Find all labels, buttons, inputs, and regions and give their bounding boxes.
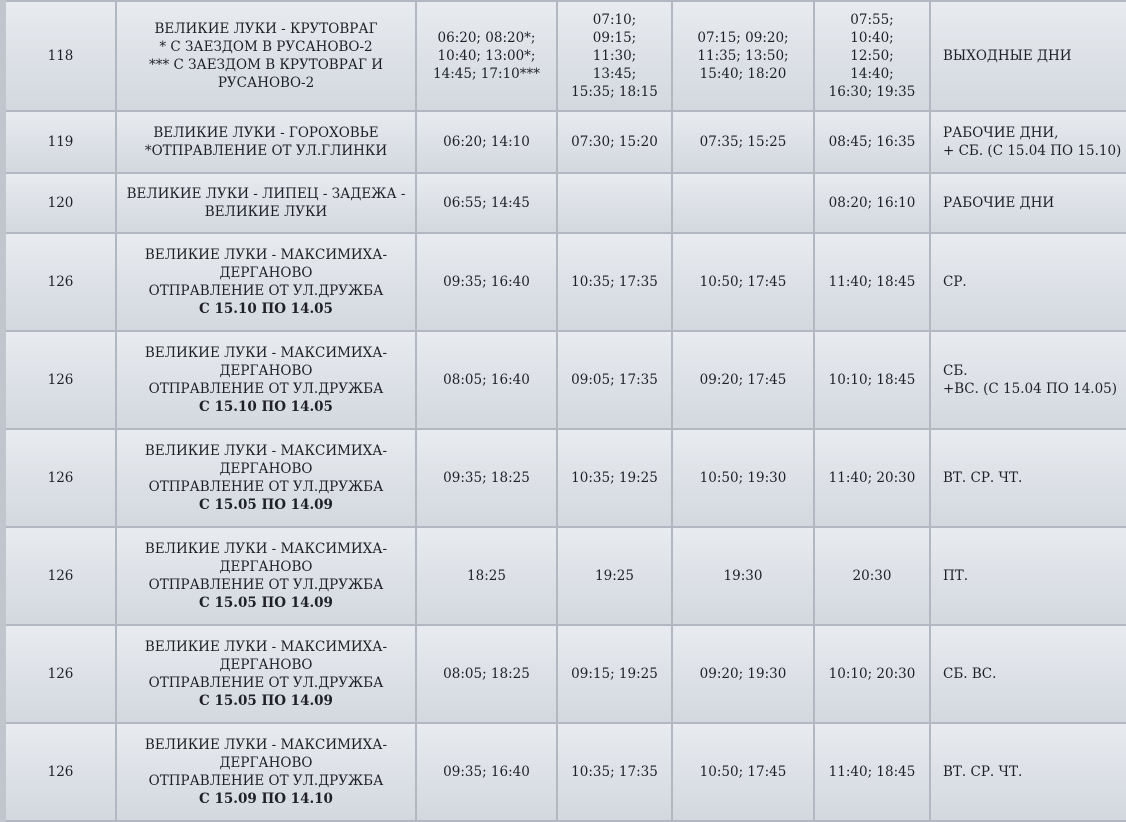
- departure-time-line: 07:35; 15:25: [699, 134, 787, 150]
- departure-times-cell-t4: [814, 331, 930, 429]
- departure-times-cell-t2: [557, 331, 672, 429]
- departure-time-line: 15:40; 18:20: [699, 66, 787, 82]
- departure-times-cell-t3: [672, 429, 814, 527]
- route-name-line: ВЕЛИКИЕ ЛУКИ - МАКСИМИХА-: [144, 443, 388, 459]
- departure-time-line: 08:05; 16:40: [443, 372, 530, 388]
- route-name-cell: [116, 111, 416, 173]
- departure-time-line: 11:30;: [592, 48, 637, 64]
- departure-time-line: 10:10; 18:45: [828, 372, 916, 388]
- route-number-cell: 126: [3, 527, 116, 625]
- departure-times-cell-t3: [672, 527, 814, 625]
- operating-days-line: ВТ. СР. ЧТ.: [943, 764, 1023, 780]
- departure-times-cell-t1: [416, 233, 557, 331]
- route-period: С 15.09 ПО 14.10: [199, 791, 333, 807]
- route-name-cell: [116, 429, 416, 527]
- route-name-line: ОТПРАВЛЕНИЕ ОТ УЛ.ДРУЖБА: [148, 675, 384, 691]
- route-name-line: ВЕЛИКИЕ ЛУКИ - МАКСИМИХА-: [144, 345, 388, 361]
- departure-times-cell-t2: [557, 429, 672, 527]
- route-name-line: ОТПРАВЛЕНИЕ ОТ УЛ.ДРУЖБА: [148, 381, 384, 397]
- departure-time-line: 10:40;: [850, 30, 894, 46]
- route-name-line: *ОТПРАВЛЕНИЕ ОТ УЛ.ГЛИНКИ: [144, 143, 388, 159]
- departure-times-cell-t1: [416, 331, 557, 429]
- route-period: С 15.05 ПО 14.09: [199, 595, 333, 611]
- departure-times-cell-t4: [814, 233, 930, 331]
- departure-times-cell-t3: [672, 331, 814, 429]
- departure-time-line: 09:20; 19:30: [699, 666, 787, 682]
- route-name-line: ВЕЛИКИЕ ЛУКИ - МАКСИМИХА-: [144, 541, 388, 557]
- operating-days-cell: [930, 111, 1126, 173]
- operating-days-cell: [930, 173, 1126, 233]
- departure-time-line: 09:15;: [592, 30, 637, 46]
- departure-times-cell-t3: [672, 625, 814, 723]
- route-name-line: ОТПРАВЛЕНИЕ ОТ УЛ.ДРУЖБА: [148, 283, 384, 299]
- route-name-line: ВЕЛИКИЕ ЛУКИ - ЛИПЕЦ - ЗАДЕЖА -: [126, 186, 406, 202]
- route-name-line: ДЕРГАНОВО: [219, 657, 313, 673]
- route-name-cell: [116, 625, 416, 723]
- departure-time-line: 13:45;: [592, 66, 637, 82]
- route-name-line: ВЕЛИКИЕ ЛУКИ - МАКСИМИХА-: [144, 737, 388, 753]
- route-name-line: ОТПРАВЛЕНИЕ ОТ УЛ.ДРУЖБА: [148, 577, 384, 593]
- operating-days-line: СР.: [943, 274, 967, 290]
- departure-time-line: 20:30: [852, 568, 892, 584]
- departure-times-cell-t2: [557, 723, 672, 821]
- departure-time-line: 10:50; 19:30: [699, 470, 787, 486]
- departure-time-line: 09:05; 17:35: [571, 372, 658, 388]
- departure-time-line: 09:35; 16:40: [443, 274, 530, 290]
- departure-time-line: 15:35; 18:15: [571, 84, 658, 100]
- route-name-line: * С ЗАЕЗДОМ В РУСАНОВО-2: [159, 39, 373, 55]
- departure-time-line: 10:35; 17:35: [571, 274, 658, 290]
- table-row: [3, 625, 1126, 723]
- departure-times-cell-t1: [416, 429, 557, 527]
- operating-days-cell: [930, 527, 1126, 625]
- route-number-cell: 120: [3, 173, 116, 233]
- departure-time-line: 10:40; 13:00*;: [437, 48, 536, 64]
- departure-times-cell-t1: [416, 625, 557, 723]
- route-number-cell: 119: [3, 111, 116, 173]
- departure-time-line: 08:05; 18:25: [443, 666, 530, 682]
- route-name-line: *** С ЗАЕЗДОМ В КРУТОВРАГ И: [148, 57, 384, 73]
- route-period: С 15.05 ПО 14.09: [199, 497, 333, 513]
- route-name-line: ВЕЛИКИЕ ЛУКИ - ГОРОХОВЬЕ: [153, 125, 379, 141]
- departure-times-cell-t3: [672, 723, 814, 821]
- operating-days-line: + СБ. (С 15.04 ПО 15.10): [943, 143, 1122, 159]
- departure-times-cell-t3: [672, 173, 814, 233]
- departure-time-line: 12:50;: [850, 48, 894, 64]
- departure-time-line: 07:15; 09:20;: [697, 30, 789, 46]
- departure-time-line: 08:20; 16:10: [828, 195, 916, 211]
- operating-days-line: ВТ. СР. ЧТ.: [943, 470, 1023, 486]
- departure-times-cell-t4: [814, 723, 930, 821]
- operating-days-line: +ВС. (С 15.04 ПО 14.05): [943, 381, 1118, 397]
- route-number-cell: 126: [3, 723, 116, 821]
- departure-time-line: 10:35; 19:25: [571, 470, 658, 486]
- departure-time-line: 09:35; 16:40: [443, 764, 530, 780]
- departure-times-cell-t4: [814, 1, 930, 111]
- route-name-cell: [116, 331, 416, 429]
- departure-time-line: 09:15; 19:25: [571, 666, 658, 682]
- table-row: [3, 527, 1126, 625]
- route-name-line: ДЕРГАНОВО: [219, 265, 313, 281]
- departure-time-line: 11:40; 20:30: [828, 470, 916, 486]
- operating-days-line: СБ. ВС.: [943, 666, 997, 682]
- route-name-line: ОТПРАВЛЕНИЕ ОТ УЛ.ДРУЖБА: [148, 479, 384, 495]
- route-name-line: ДЕРГАНОВО: [219, 559, 313, 575]
- departure-time-line: 06:20; 14:10: [443, 134, 530, 150]
- route-name-cell: [116, 173, 416, 233]
- departure-times-cell-t2: [557, 1, 672, 111]
- departure-times-cell-t3: [672, 1, 814, 111]
- departure-times-cell-t4: [814, 625, 930, 723]
- route-number-cell: 118: [3, 1, 116, 111]
- departure-time-line: 11:40; 18:45: [828, 764, 916, 780]
- departure-times-cell-t1: [416, 173, 557, 233]
- departure-time-line: 14:40;: [850, 66, 894, 82]
- route-name-line: ВЕЛИКИЕ ЛУКИ - МАКСИМИХА-: [144, 639, 388, 655]
- operating-days-line: РАБОЧИЕ ДНИ,: [943, 125, 1059, 141]
- route-name-line: ДЕРГАНОВО: [219, 755, 313, 771]
- departure-times-cell-t4: [814, 527, 930, 625]
- departure-times-cell-t2: [557, 111, 672, 173]
- departure-times-cell-t2: [557, 173, 672, 233]
- departure-times-cell-t1: [416, 527, 557, 625]
- operating-days-cell: [930, 723, 1126, 821]
- departure-time-line: 10:50; 17:45: [699, 274, 787, 290]
- departure-time-line: 06:20; 08:20*;: [437, 30, 536, 46]
- route-name-line: ДЕРГАНОВО: [219, 461, 313, 477]
- departure-time-line: 09:20; 17:45: [699, 372, 787, 388]
- route-name-cell: [116, 527, 416, 625]
- operating-days-line: ВЫХОДНЫЕ ДНИ: [943, 48, 1072, 64]
- table-row: [3, 173, 1126, 233]
- table-row: [3, 331, 1126, 429]
- departure-time-line: 09:35; 18:25: [443, 470, 530, 486]
- operating-days-cell: [930, 233, 1126, 331]
- departure-time-line: 14:45; 17:10***: [433, 66, 540, 82]
- operating-days-cell: [930, 1, 1126, 111]
- route-name-cell: [116, 723, 416, 821]
- departure-time-line: 06:55; 14:45: [443, 195, 530, 211]
- departure-time-line: 11:35; 13:50;: [697, 48, 789, 64]
- departure-time-line: 07:55;: [850, 12, 894, 28]
- route-name-line: ОТПРАВЛЕНИЕ ОТ УЛ.ДРУЖБА: [148, 773, 384, 789]
- route-name-line: ВЕЛИКИЕ ЛУКИ - МАКСИМИХА-: [144, 247, 388, 263]
- route-number-cell: 126: [3, 331, 116, 429]
- operating-days-cell: [930, 625, 1126, 723]
- departure-times-cell-t3: [672, 111, 814, 173]
- departure-times-cell-t4: [814, 429, 930, 527]
- route-name-cell: [116, 1, 416, 111]
- route-name-line: РУСАНОВО-2: [217, 75, 315, 91]
- departure-time-line: 10:50; 17:45: [699, 764, 787, 780]
- departure-times-cell-t2: [557, 233, 672, 331]
- departure-times-cell-t1: [416, 723, 557, 821]
- operating-days-line: СБ.: [943, 363, 968, 379]
- table-row: [3, 1, 1126, 111]
- route-number-cell: 126: [3, 625, 116, 723]
- departure-times-cell-t3: [672, 233, 814, 331]
- departure-times-cell-t2: [557, 625, 672, 723]
- departure-time-line: 19:25: [595, 568, 634, 584]
- operating-days-cell: [930, 331, 1126, 429]
- departure-times-cell-t4: [814, 111, 930, 173]
- departure-time-line: 07:30; 15:20: [571, 134, 658, 150]
- route-number-cell: 126: [3, 429, 116, 527]
- departure-time-line: 10:10; 20:30: [828, 666, 916, 682]
- departure-times-cell-t1: [416, 1, 557, 111]
- route-name-line: ВЕЛИКИЕ ЛУКИ: [204, 204, 328, 220]
- departure-time-line: 10:35; 17:35: [571, 764, 658, 780]
- operating-days-cell: [930, 429, 1126, 527]
- route-name-cell: [116, 233, 416, 331]
- table-row: [3, 111, 1126, 173]
- route-number-cell: 126: [3, 233, 116, 331]
- route-period: С 15.05 ПО 14.09: [199, 693, 333, 709]
- table-row: [3, 233, 1126, 331]
- route-name-line: ВЕЛИКИЕ ЛУКИ - КРУТОВРАГ: [154, 21, 378, 37]
- departure-time-line: 16:30; 19:35: [828, 84, 916, 100]
- route-name-line: ДЕРГАНОВО: [219, 363, 313, 379]
- departure-times-cell-t2: [557, 527, 672, 625]
- table-row: [3, 723, 1126, 821]
- route-period: С 15.10 ПО 14.05: [199, 301, 333, 317]
- departure-time-line: 07:10;: [592, 12, 637, 28]
- route-period: С 15.10 ПО 14.05: [199, 399, 333, 415]
- operating-days-line: РАБОЧИЕ ДНИ: [943, 195, 1055, 211]
- departure-time-line: 19:30: [723, 568, 763, 584]
- operating-days-line: ПТ.: [943, 568, 969, 584]
- departure-times-cell-t4: [814, 173, 930, 233]
- departure-time-line: 18:25: [467, 568, 506, 584]
- table-row: [3, 429, 1126, 527]
- departure-time-line: 08:45; 16:35: [828, 134, 916, 150]
- departure-times-cell-t1: [416, 111, 557, 173]
- departure-time-line: 11:40; 18:45: [828, 274, 916, 290]
